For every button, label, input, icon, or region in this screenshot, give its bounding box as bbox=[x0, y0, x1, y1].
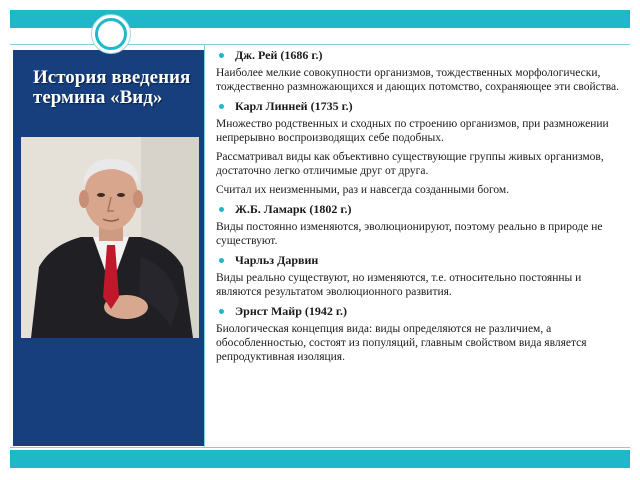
bullet-icon bbox=[219, 53, 224, 58]
entry-heading bbox=[216, 304, 620, 318]
entry-heading bbox=[216, 99, 620, 113]
entry-paragraph: Рассматривал виды как объективно существующие группы живых организмов, достаточно легко отличимые друг от друга. bbox=[216, 151, 604, 177]
list-item bbox=[216, 202, 620, 248]
list-item bbox=[216, 99, 620, 197]
portrait-illustration-icon bbox=[21, 137, 199, 338]
entry-heading bbox=[216, 202, 620, 216]
entry-heading-text: Ж.Б. Ламарк (1802 г.) bbox=[235, 202, 352, 216]
portrait-photo bbox=[21, 137, 199, 338]
entry-paragraph: Считал их неизменными, раз и навсегда созданными богом. bbox=[216, 184, 510, 196]
vertical-divider bbox=[204, 44, 205, 448]
slide-title: История введения термина «Вид» bbox=[33, 67, 191, 108]
bullet-icon bbox=[219, 207, 224, 212]
list-item bbox=[216, 48, 620, 94]
entry-paragraph: Наиболее мелкие совокупности организмов, тождественных морфологически, тождественно размножающихся и дающих потомство, сохраняющее эти свойства. bbox=[216, 67, 620, 93]
species-history-list bbox=[216, 48, 620, 369]
bullet-icon bbox=[219, 104, 224, 109]
list-item bbox=[216, 253, 620, 299]
entry-heading-text: Чарльз Дарвин bbox=[235, 253, 319, 267]
entry-heading-text: Дж. Рей (1686 г.) bbox=[235, 48, 323, 62]
entry-heading-text: Эрнст Майр (1942 г.) bbox=[235, 304, 347, 318]
bullet-icon bbox=[219, 309, 224, 314]
entry-paragraph: Виды постоянно изменяются, эволюционируют, поэтому реально в природе не существуют. bbox=[216, 221, 603, 247]
entry-heading bbox=[216, 48, 620, 62]
entry-heading bbox=[216, 253, 620, 267]
bottom-divider bbox=[10, 447, 630, 448]
entry-paragraph: Множество родственных и сходных по строению организмов, при размножении непрерывно воспроизводящих себе подобных. bbox=[216, 118, 609, 144]
entry-paragraph: Виды реально существуют, но изменяются, т.е. относительно постоянны и являются результатом эволюционного развития. bbox=[216, 272, 582, 298]
entry-paragraph: Биологическая концепция вида: виды определяются не различием, а обособленностью, состоят из популяций, главным свойством вида является репродуктивная изоляция. bbox=[216, 323, 587, 363]
list-item bbox=[216, 304, 620, 364]
bottom-accent-bar bbox=[10, 450, 630, 468]
entry-heading-text: Карл Линней (1735 г.) bbox=[235, 99, 353, 113]
circle-ornament-ring-icon bbox=[95, 18, 127, 50]
bullet-icon bbox=[219, 258, 224, 263]
